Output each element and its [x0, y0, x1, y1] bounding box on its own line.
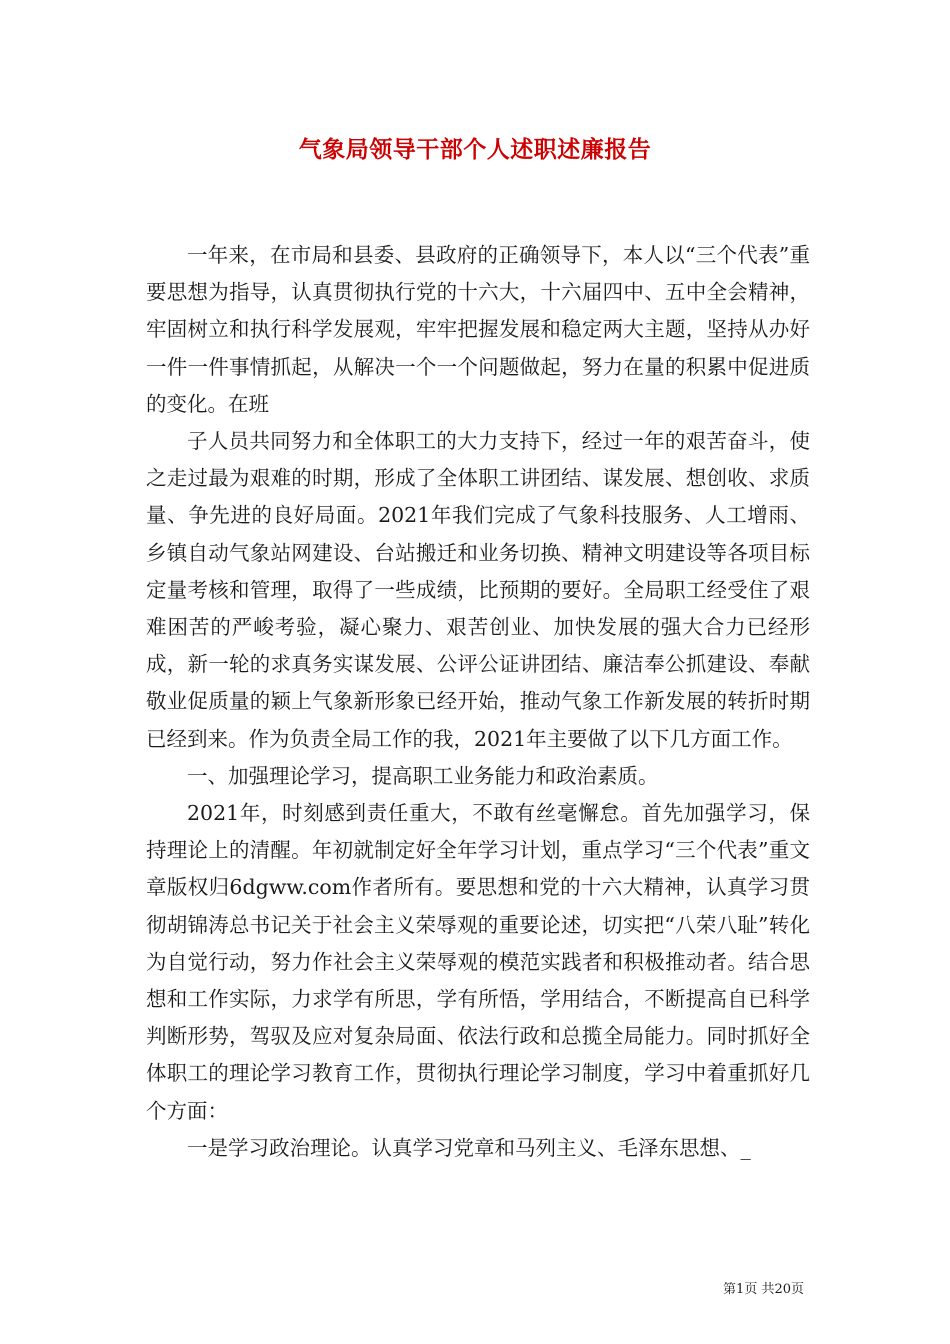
paragraph-2: 子人员共同努力和全体职工的大力支持下，经过一年的艰苦奋斗，使之走过最为艰难的时期，形成了全体职工讲团结、谋发展、想创收、求质量、争先进的良好局面。2021年我们完成了气象科技服务、人工增雨、乡镇自动气象站网建设、台站搬迁和业务切换、精神文明建设等各项目标定量考核和管理，取得了一些成绩，比预期的要好。全局职工经受住了艰难困苦的严峻考验，凝心聚力、艰苦创业、加快发展的强大合力已经形成，新一轮的求真务实谋发展、公评公证讲团结、廉洁奉公抓建设、奉献敬业促质量的颖上气象新形象已经开始，推动气象工作新发展的转折时期已经到来。作为负责全局工作的我，2021年主要做了以下几方面工作。 [146, 429, 810, 751]
paragraph-1: 一年来，在市局和县委、县政府的正确领导下，本人以“三个代表”重要思想为指导，认真贯彻执行党的十六大，十六届四中、五中全会精神，牢固树立和执行科学发展观，牢牢把握发展和稳定两大主题，坚持从办好一件一件事情抓起，从解决一个一个问题做起，努力在量的积累中促进质的变化。在班 [146, 243, 810, 416]
paragraph-5: 一是学习政治理论。认真学习党章和马列主义、毛泽东思想、_ [187, 1135, 751, 1160]
document-title: 气象局领导干部个人述职述廉报告 [298, 136, 652, 163]
document-body [146, 237, 810, 1167]
paragraph-4: 2021年，时刻感到责任重大，不敢有丝毫懈怠。首先加强学习，保持理论上的清醒。年初就制定好全年学习计划，重点学习“三个代表”重文章版权归6dgww.com作者所有。要思想和党的十六大精神，认真学习贯彻胡锦涛总书记关于社会主义荣辱观的重要论述，切实把“八荣八耻”转化为自觉行动，努力作社会主义荣辱观的模范实践者和积极推动者。结合思想和工作实际，力求学有所思，学有所悟，学用结合，不断提高自已科学判断形势，驾驭及应对复杂局面、依法行政和总揽全局能力。同时抓好全体职工的理论学习教育工作，贯彻执行理论学习制度，学习中着重抓好几个方面： [146, 801, 810, 1123]
paragraph-3: 一、加强理论学习，提高职工业务能力和政治素质。 [187, 763, 659, 788]
page-number-footer: 第1页 共20页 [723, 1282, 804, 1297]
